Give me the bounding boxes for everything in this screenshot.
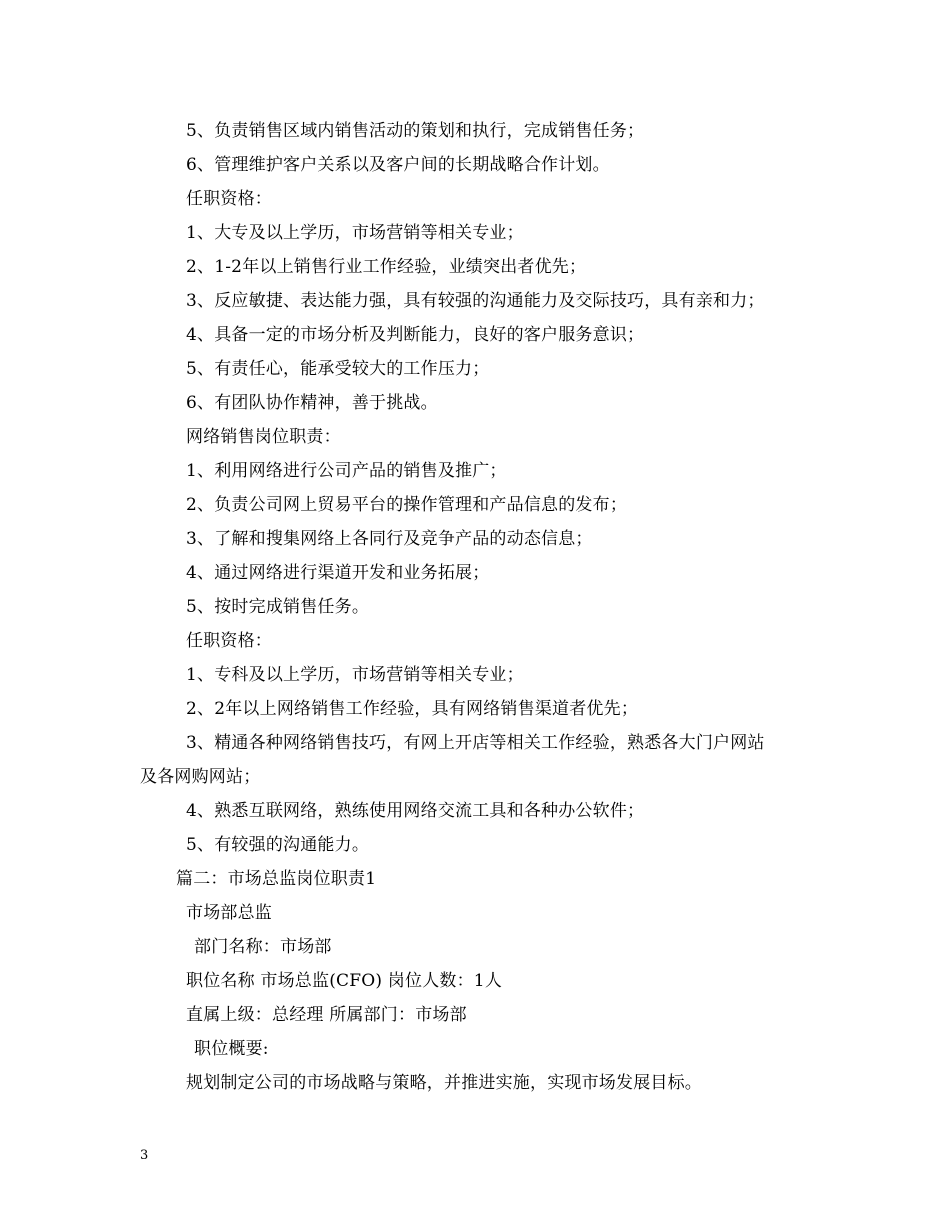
- section-heading-online-sales-duties: 网络销售岗位职责：: [186, 427, 341, 447]
- reporting-info: 直属上级：总经理 所属部门：市场部: [186, 1005, 467, 1025]
- text-line-20: 及各网购网站；: [140, 767, 261, 787]
- text-line-4: 1、大专及以上学历，市场营销等相关专业；: [186, 223, 524, 243]
- job-title-heading: 市场部总监: [186, 903, 272, 923]
- text-line-13: 3、了解和搜集网络上各同行及竞争产品的动态信息；: [186, 529, 593, 549]
- text-line-5: 2、1-2年以上销售行业工作经验，业绩突出者优先；: [186, 257, 587, 277]
- chapter-heading: 篇二：市场总监岗位职责1: [176, 869, 377, 889]
- text-line-6: 3、反应敏捷、表达能力强，具有较强的沟通能力及交际技巧，具有亲和力；: [186, 291, 765, 311]
- text-line-2: 6、管理维护客户关系以及客户间的长期战略合作计划。: [186, 155, 610, 175]
- department-name: 部门名称：市场部: [194, 937, 332, 957]
- position-info: 职位名称 市场总监(CFO) 岗位人数：1人: [186, 971, 503, 991]
- section-heading-qualifications-2: 任职资格：: [186, 631, 272, 651]
- text-line-12: 2、负责公司网上贸易平台的操作管理和产品信息的发布；: [186, 495, 628, 515]
- page-number: 3: [140, 1148, 149, 1163]
- text-line-21: 4、熟悉互联网络，熟练使用网络交流工具和各种办公软件；: [186, 801, 645, 821]
- text-line-7: 4、具备一定的市场分析及判断能力，良好的客户服务意识；: [186, 325, 645, 345]
- text-line-9: 6、有团队协作精神，善于挑战。: [186, 393, 438, 413]
- text-line-8: 5、有责任心，能承受较大的工作压力；: [186, 359, 490, 379]
- position-summary-text: 规划制定公司的市场战略与策略，并推进实施，实现市场发展目标。: [186, 1073, 702, 1093]
- text-line-22: 5、有较强的沟通能力。: [186, 835, 370, 855]
- text-line-18: 2、2年以上网络销售工作经验，具有网络销售渠道者优先；: [186, 699, 639, 719]
- text-line-11: 1、利用网络进行公司产品的销售及推广；: [186, 461, 507, 481]
- text-line-1: 5、负责销售区域内销售活动的策划和执行，完成销售任务；: [186, 121, 645, 141]
- section-heading-qualifications: 任职资格：: [186, 189, 272, 209]
- text-line-17: 1、专科及以上学历，市场营销等相关专业；: [186, 665, 524, 685]
- text-line-15: 5、按时完成销售任务。: [186, 597, 370, 617]
- position-summary-heading: 职位概要:: [194, 1039, 269, 1059]
- text-line-19: 3、精通各种网络销售技巧，有网上开店等相关工作经验，熟悉各大门户网站: [186, 733, 765, 753]
- text-line-14: 4、通过网络进行渠道开发和业务拓展；: [186, 563, 490, 583]
